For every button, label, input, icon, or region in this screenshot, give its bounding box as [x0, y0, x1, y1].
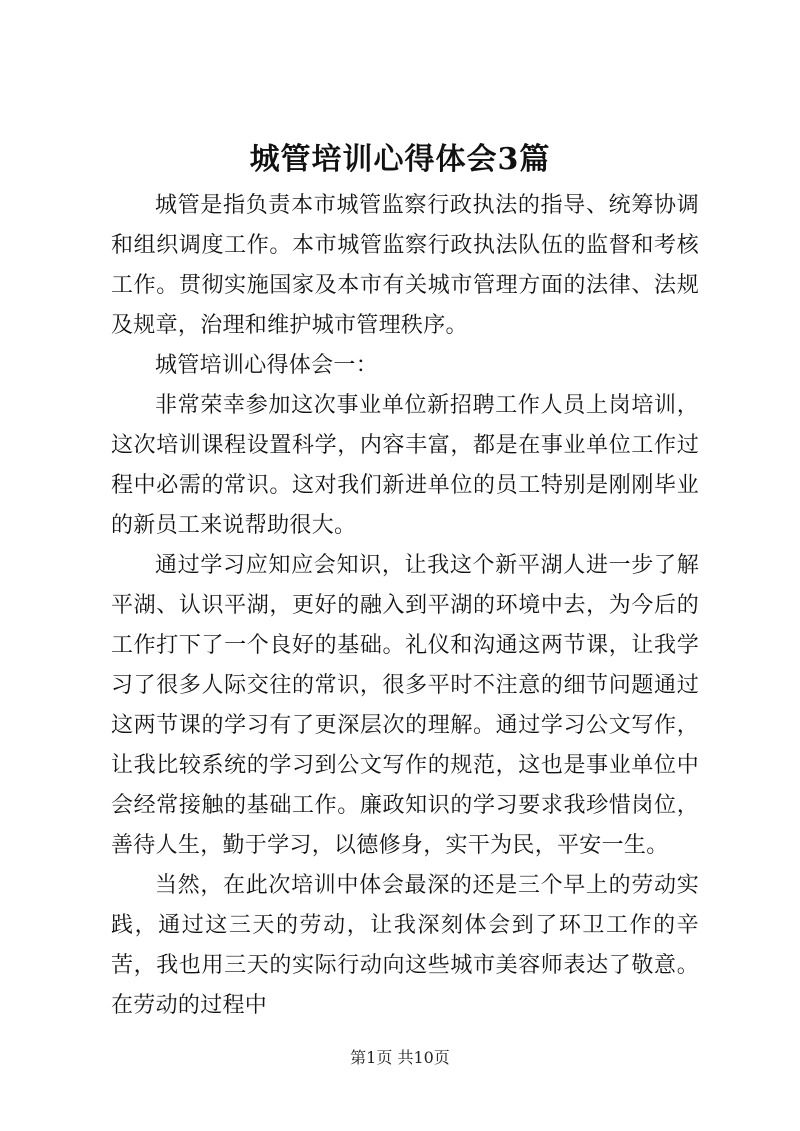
paragraph-1: 非常荣幸参加这次事业单位新招聘工作人员上岗培训，这次培训课程设置科学，内容丰富，都是在事业单位工作过程中必需的常识。这对我们新进单位的员工特别是刚刚毕业的新员工来说帮助很大。	[111, 393, 699, 538]
paragraph-intro: 城管是指负责本市城管监察行政执法的指导、统筹协调和组织调度工作。本市城管监察行政执法队伍的监督和考核工作。贯彻实施国家及本市有关城市管理方面的法律、法规及规章，治理和维护城市管理秩序。	[111, 193, 699, 338]
paragraph-2: 通过学习应知应会知识，让我这个新平湖人进一步了解平湖、认识平湖，更好的融入到平湖的环境中去，为今后的工作打下了一个良好的基础。礼仪和沟通这两节课，让我学习了很多人际交往的常识，很多平时不注意的细节问题通过这两节课的学习有了更深层次的理解。通过学习公文写作，让我比较系统的学习到公文写作的规范，这也是事业单位中会经常接触的基础工作。廉政知识的学习要求我珍惜岗位，善待人生，勤于学习，以德修身，实干为民，平安一生。	[111, 553, 699, 858]
section-heading: 城管培训心得体会一：	[155, 353, 379, 378]
paragraph-3: 当然，在此次培训中体会最深的还是三个早上的劳动实践，通过这三天的劳动，让我深刻体会到了环卫工作的辛苦，我也用三天的实际行动向这些城市美容师表达了敬意。在劳动的过程中	[111, 873, 699, 1018]
page-footer: 第1页 共10页	[350, 1048, 450, 1067]
document-title: 城管培训心得体会3篇	[249, 142, 551, 177]
document-body	[111, 186, 699, 1026]
